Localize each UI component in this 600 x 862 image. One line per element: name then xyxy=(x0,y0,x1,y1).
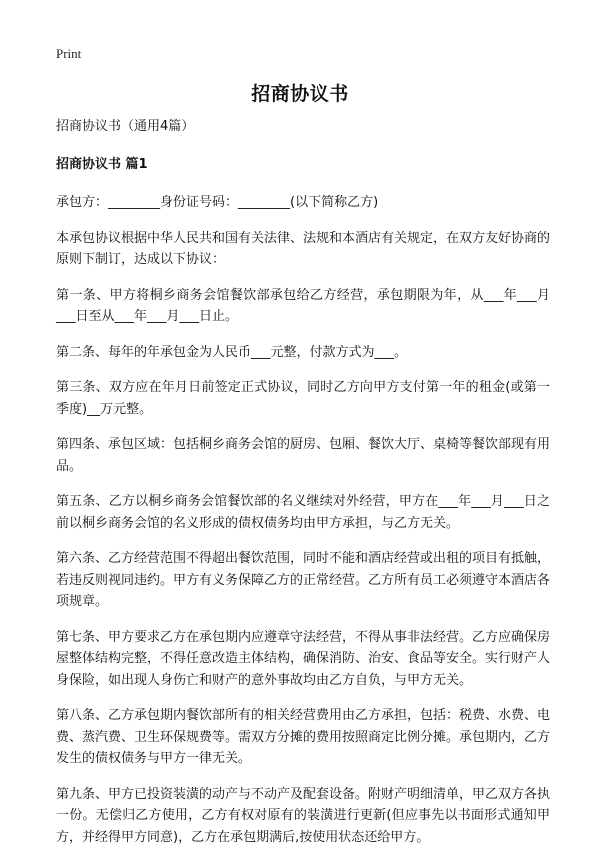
paragraph-article-4: 第四条、承包区域：包括桐乡商务会馆的厨房、包厢、餐饮大厅、桌椅等餐饮部现有用品。 xyxy=(56,437,551,474)
document-title: 招商协议书 xyxy=(251,83,349,105)
paragraph-article-9: 第九条、甲方已投资装潢的动产与不动产及配套设备。附财产明细清单，甲乙双方各执一份。无偿归乙方使用，乙方有权对原有的装潢进行更新(但应事先以书面形式通知甲方，并经得甲方同意)，乙方在承包期满后,按使用状态还给甲方。 xyxy=(56,786,551,845)
paragraph-article-2: 第二条、每年的年承包金为人民币___元整，付款方式为___。 xyxy=(56,344,408,360)
section-heading: 招商协议书 篇1 xyxy=(56,157,148,172)
paragraph-article-8: 第八条、乙方承包期内餐饮部所有的相关经营费用由乙方承担，包括：税费、水费、电费、蒸汽费、卫生环保规费等。需双方分摊的费用按照商定比例分摊。承包期内，乙方发生的债权债务与甲方一律无关。 xyxy=(56,708,551,766)
paragraph-article-5: 第五条、乙方以桐乡商务会馆餐饮部的名义继续对外经营，甲方在___年___月___日之前以桐乡商务会馆的名义形成的债权债务均由甲方承担，与乙方无关。 xyxy=(56,494,550,531)
paragraph-article-1: 第一条、甲方将桐乡商务会馆餐饮部承包给乙方经营，承包期限为年，从___年___月___日至从___年___月___日止。 xyxy=(56,287,550,324)
paragraph-article-6: 第六条、乙方经营范围不得超出餐饮范围，同时不能和酒店经营或出租的项目有抵触，若违反则视同违约。甲方有义务保障乙方的正常经营。乙方所有员工必须遵守本酒店各项规章。 xyxy=(56,551,551,609)
document-body xyxy=(56,118,550,862)
print-link[interactable]: Print xyxy=(56,46,82,61)
paragraph-article-7: 第七条、甲方要求乙方在承包期内应遵章守法经营，不得从事非法经营。乙方应确保房屋整体结构完整，不得任意改造主体结构，确保消防、治安、食品等安全。实行财产人身保险，如出现人身伤亡和财产的意外事故均由乙方自负，与甲方无关。 xyxy=(56,629,551,688)
paragraph-article-3: 第三条、双方应在年月日前签定正式协议，同时乙方向甲方支付第一年的租金(或第一季度)__万元整。 xyxy=(56,380,550,417)
paragraph-contractor: 承包方：________身份证号码：________(以下简称乙方) xyxy=(56,195,379,210)
document-subtitle: 招商协议书（通用4篇） xyxy=(56,119,195,134)
paragraph-preamble: 本承包协议根据中华人民共和国有关法律、法规和本酒店有关规定，在双方友好协商的原则下制订，达成以下协议： xyxy=(56,230,551,267)
